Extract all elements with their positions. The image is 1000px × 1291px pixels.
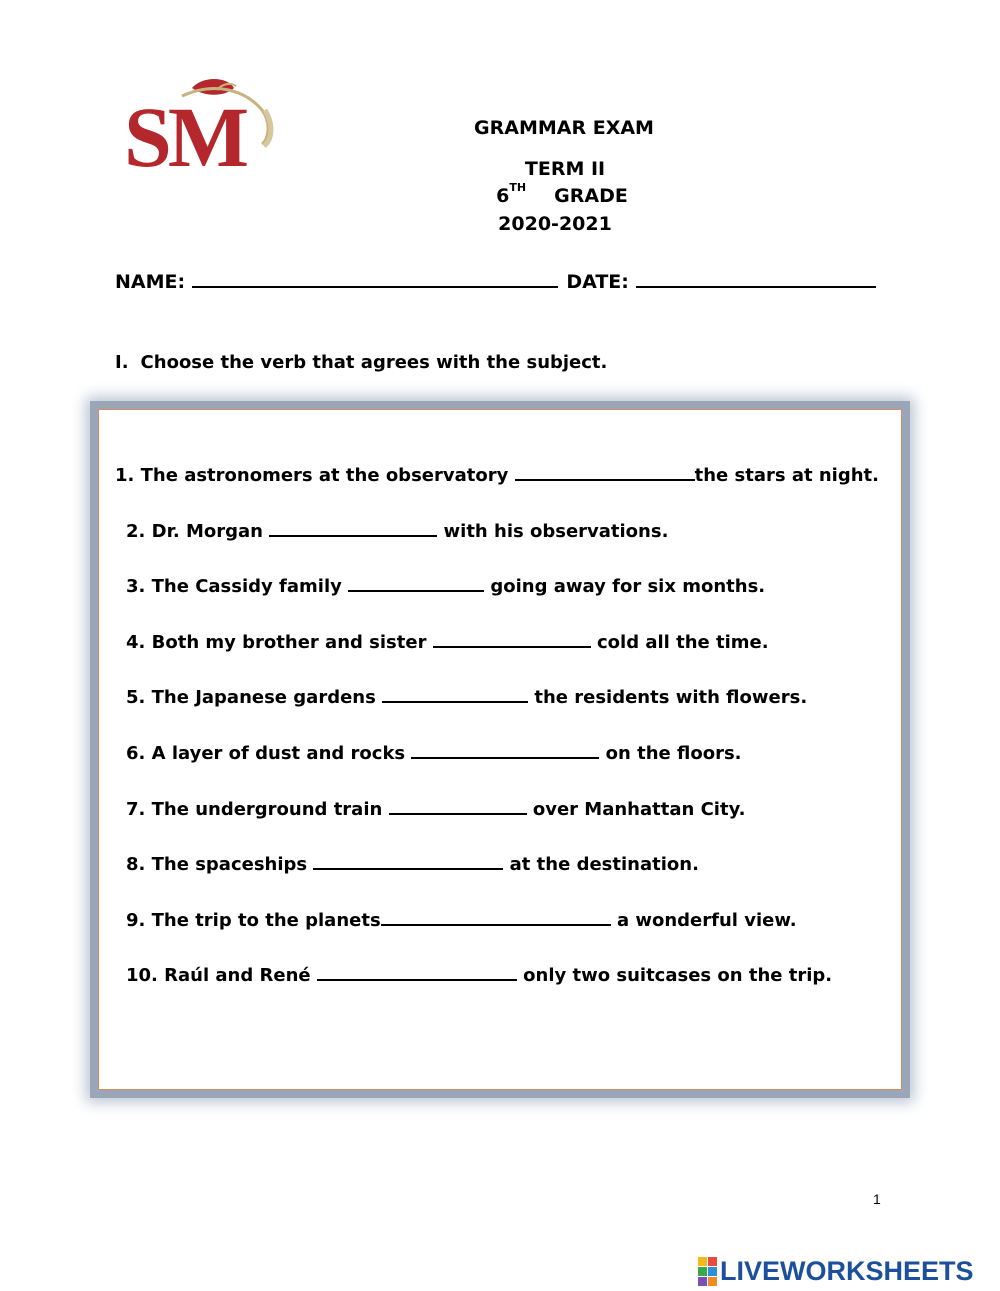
item-text-after: the residents with flowers.: [528, 687, 808, 708]
exercise-item: [115, 463, 879, 486]
item-text-after: a wonderful view.: [610, 910, 797, 931]
answer-blank[interactable]: [348, 574, 484, 592]
answer-blank[interactable]: [433, 630, 591, 648]
section-instruction: [115, 352, 607, 373]
answer-blank[interactable]: [389, 797, 527, 815]
answer-blank[interactable]: [313, 852, 503, 870]
item-text-after: over Manhattan City.: [526, 799, 746, 820]
section-number: I.: [115, 352, 129, 373]
item-text-before: 3. The Cassidy family: [126, 576, 349, 597]
item-text-after: with his observations.: [437, 521, 669, 542]
logo-text: SM: [124, 89, 245, 175]
answer-blank[interactable]: [381, 908, 611, 926]
brand-name: LIVEWORKSHEETS: [720, 1256, 974, 1286]
exercise-item: [126, 852, 699, 875]
date-label: DATE:: [566, 271, 629, 293]
exam-grade: [496, 181, 628, 207]
name-blank[interactable]: [192, 268, 558, 288]
item-text-after: the stars at night.: [694, 465, 879, 486]
item-text-before: 10. Raúl and René: [126, 965, 317, 986]
school-logo: [122, 70, 274, 175]
exercise-item: [126, 741, 742, 764]
exercise-item: [126, 685, 807, 708]
page-number: 1: [873, 1191, 881, 1207]
answer-blank[interactable]: [382, 685, 528, 703]
item-text-before: 8. The spaceships: [126, 854, 314, 875]
exercise-item: [126, 519, 668, 542]
date-blank[interactable]: [636, 268, 876, 288]
exam-term: TERM II: [524, 158, 606, 180]
item-text-after: going away for six months.: [484, 576, 766, 597]
item-text-after: cold all the time.: [590, 632, 769, 653]
grade-word: GRADE: [554, 185, 628, 207]
exam-year: 2020-2021: [498, 213, 612, 235]
answer-blank[interactable]: [411, 741, 599, 759]
item-text-before: 4. Both my brother and sister: [126, 632, 433, 653]
exercise-item: [126, 963, 832, 986]
item-text-after: at the destination.: [503, 854, 699, 875]
exercise-item: [126, 574, 765, 597]
answer-blank[interactable]: [515, 463, 695, 481]
answer-blank[interactable]: [269, 519, 437, 537]
exercise-item: [126, 630, 769, 653]
item-text-after: only two suitcases on the trip.: [516, 965, 833, 986]
grade-suffix: TH: [509, 181, 527, 194]
answer-blank[interactable]: [317, 963, 517, 981]
item-text-before: 6. A layer of dust and rocks: [126, 743, 412, 764]
liveworksheets-brand: [698, 1257, 974, 1285]
exercise-item: [126, 908, 797, 931]
item-text-before: 5. The Japanese gardens: [126, 687, 383, 708]
grade-number: 6: [496, 185, 510, 207]
item-text-before: 1. The astronomers at the observatory: [115, 465, 515, 486]
brand-logo-icon: [698, 1257, 717, 1286]
item-text-before: 9. The trip to the planets: [126, 910, 381, 931]
name-label: NAME:: [115, 271, 186, 293]
item-text-before: 2. Dr. Morgan: [126, 521, 270, 542]
name-date-line: [115, 268, 876, 293]
instruction-text: Choose the verb that agrees with the subject.: [140, 352, 608, 373]
item-text-after: on the floors.: [599, 743, 742, 764]
item-text-before: 7. The underground train: [126, 799, 389, 820]
exercise-item: [126, 797, 746, 820]
exam-title: GRAMMAR EXAM: [474, 117, 654, 139]
